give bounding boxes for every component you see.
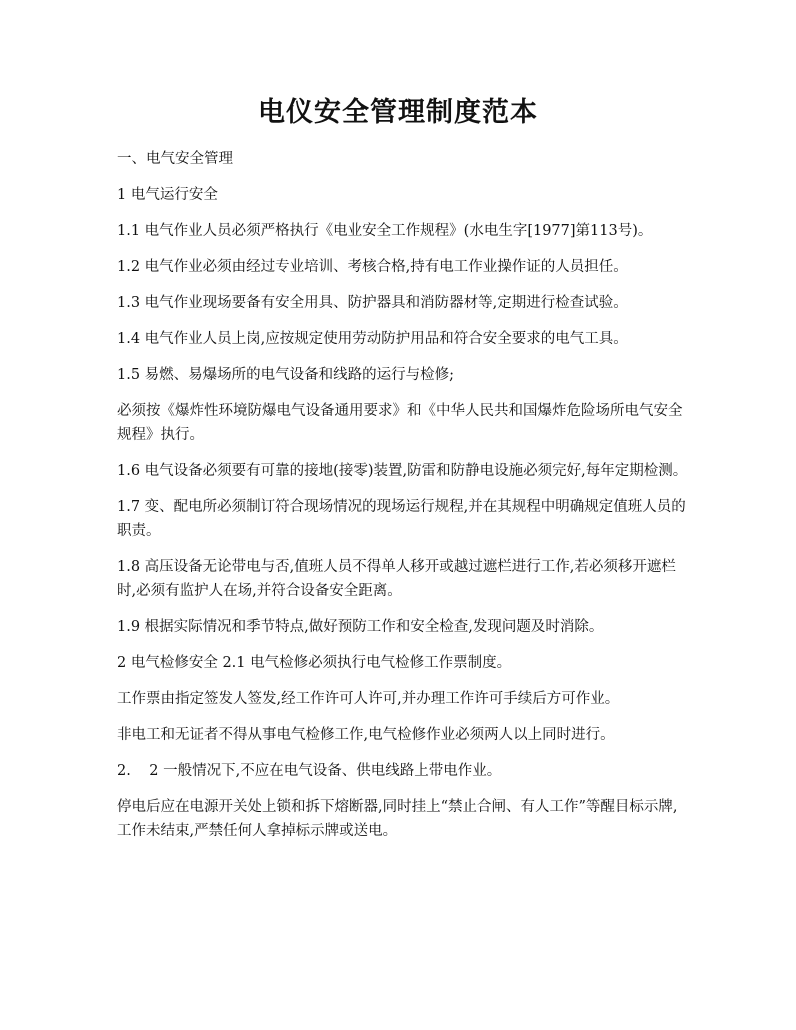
paragraph-2-1: 2 电气检修安全 2.1 电气检修必须执行电气检修工作票制度。: [117, 655, 512, 671]
section-heading-electrical-safety: 一、电气安全管理: [117, 151, 233, 167]
document-body: [117, 147, 689, 855]
paragraph-1-5: 1.5 易燃、易爆场所的电气设备和线路的运行与检修;: [117, 367, 455, 383]
paragraph-1-3: 1.3 电气作业现场要备有安全用具、防护器具和消防器材等,定期进行检查试验。: [117, 295, 628, 311]
document-title: 电仪安全管理制度范本: [258, 97, 538, 128]
paragraph-2-2: 2. 2 一般情况下,不应在电气设备、供电线路上带电作业。: [117, 763, 502, 779]
paragraph-1-2: 1.2 电气作业必须由经过专业培训、考核合格,持有电工作业操作证的人员担任。: [117, 259, 628, 275]
paragraph-1-6: 1.6 电气设备必须要有可靠的接地(接零)装置,防雷和防静电设施必须完好,每年定期检测。: [117, 463, 688, 479]
paragraph-work-ticket: 工作票由指定签发人签发,经工作许可人许可,并办理工作许可手续后方可作业。: [117, 691, 620, 707]
paragraph-1-1: 1.1 电气作业人员必须严格执行《电业安全工作规程》(水电生字[1977]第113号)。: [117, 223, 653, 239]
paragraph-1-9: 1.9 根据实际情况和季节特点,做好预防工作和安全检查,发现问题及时消除。: [117, 619, 604, 635]
paragraph-1-7: 1.7 变、配电所必须制订符合现场情况的现场运行规程,并在其规程中明确规定值班人员的职责。: [117, 499, 686, 539]
paragraph-1-4: 1.4 电气作业人员上岗,应按规定使用劳动防护用品和符合安全要求的电气工具。: [117, 331, 628, 347]
paragraph-1-8: 1.8 高压设备无论带电与否,值班人员不得单人移开或越过遮栏进行工作,若必须移开遮栏时,必须有监护人在场,并符合设备安全距离。: [117, 559, 676, 599]
paragraph-1-5-continued: 必须按《爆炸性环境防爆电气设备通用要求》和《中华人民共和国爆炸危险场所电气安全规程》执行。: [117, 403, 683, 443]
subsection-heading-operation-safety: 1 电气运行安全: [117, 187, 218, 203]
paragraph-power-off-lockout: 停电后应在电源开关处上锁和拆下熔断器,同时挂上“禁止合闸、有人工作”等醒目标示牌,工作未结束,严禁任何人拿掉标示牌或送电。: [117, 799, 678, 839]
paragraph-non-electrician: 非电工和无证者不得从事电气检修工作,电气检修作业必须两人以上同时进行。: [117, 727, 615, 743]
